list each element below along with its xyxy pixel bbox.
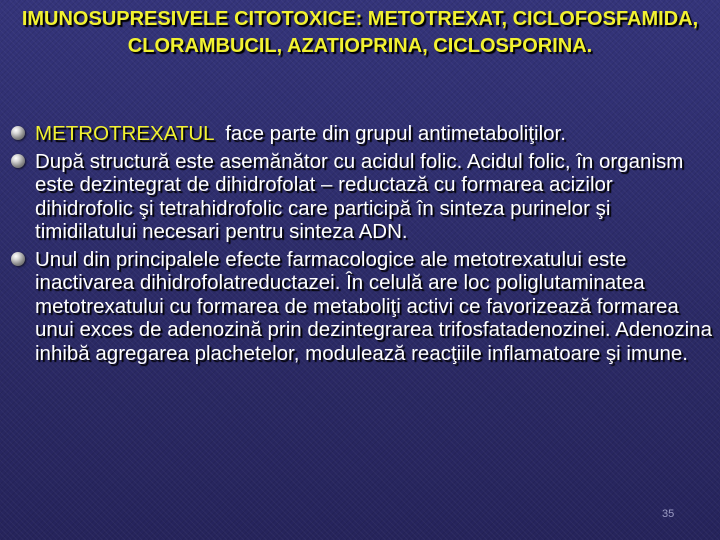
bullet-list [10, 122, 716, 369]
page-number: 35 [662, 508, 675, 520]
highlighted-term: METROTREXATUL [35, 122, 214, 145]
bullet-item [10, 150, 716, 244]
bullet-text: Unul din principalele efecte farmacologice ale metotrexatului este inactivarea dihidrofolatreductazei. În celulă are loc poliglutaminatea metotrexatului cu formarea de metaboliţi activi ce favorizează formarea unui exces de adenozină prin dezintegrarea trifosfatadenozinei. Adenozina inhibă agregarea plachetelor, modulează reacţiile inflamatoare şi imune. [35, 247, 712, 365]
bullet-text: face parte din grupul antimetaboliţilor. [213, 122, 566, 145]
slide-title: IMUNOSUPRESIVELE CITOTOXICE: METOTREXAT, CICLOFOSFAMIDA, CLORAMBUCIL, AZATIOPRINA, CICLOSPORINA. [21, 8, 699, 57]
bullet-item [10, 248, 716, 366]
bullet-sphere-icon [11, 252, 25, 266]
bullet-item [10, 122, 716, 146]
bullet-sphere-icon [11, 154, 25, 168]
bullet-sphere-icon [11, 126, 25, 140]
bullet-text: După structură este asemănător cu acidul folic. Acidul folic, în organism este dezintegrat de dihidrofolat – reductază cu formarea acizilor dihidrofolic şi tetrahidrofolic care participă în sinteza purinelor şi timidilatului necesari pentru sinteza ADN. [35, 149, 684, 243]
